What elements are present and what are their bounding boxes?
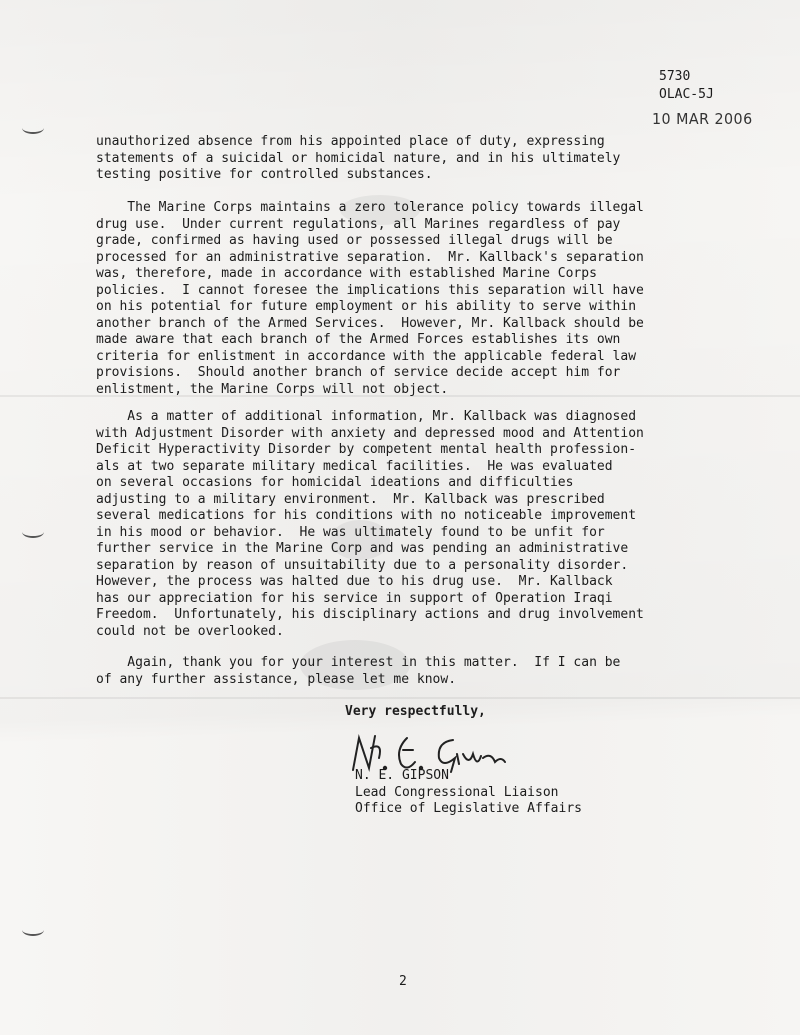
body-paragraph: As a matter of additional information, Mr. Kallback was diagnosed with Adjustment Disorder with anxiety and depressed mood and Attention Deficit Hyperactivity Disorder by competent mental health profession- als at two separate military medical facilities. He was evaluated on several occasions for homicidal ideations and difficulties adjusting to a military environment. Mr. Kallback was prescribed several medications for his conditions with no noticeable improvement in his mood or behavior. He was ultimately found to be unfit for further service in the Marine Corp and was pending an administrative separation by reason of unsuitability due to a personality disorder. However, the process was halted due to his drug use. Mr. Kallback has our appreciation for his service in support of Operation Iraqi Freedom. Unfortunately, his disciplinary actions and drug involvement could not be overlooked. xyxy=(96,409,644,639)
closing-salutation: Very respectfully, xyxy=(345,704,486,719)
signer-title: Lead Congressional Liaison xyxy=(355,784,559,800)
hole-punch-mark xyxy=(22,526,44,538)
hole-punch-mark xyxy=(22,122,44,134)
reference-codes xyxy=(659,68,714,104)
office-code: OLAC-5J xyxy=(659,87,714,102)
body-paragraph: unauthorized absence from his appointed place of duty, expressing statements of a suicidal or homicidal nature, and in his ultimately testing positive for controlled substances. xyxy=(96,134,621,182)
hole-punch-mark xyxy=(22,924,44,936)
paper-fold-line xyxy=(0,697,800,699)
body-paragraph: The Marine Corps maintains a zero tolerance policy towards illegal drug use. Under current regulations, all Marines regardless of pay grade, confirmed as having used or possessed illegal drugs will be processed for an administrative separation. Mr. Kallback's separation was, therefore, made in accordance with established Marine Corps policies. I cannot foresee the implications this separation will have on his potential for future employment or his ability to serve within another branch of the Armed Services. However, Mr. Kallback should be made aware that each branch of the Armed Forces establishes its own criteria for enlistment in accordance with the applicable federal law provisions. Should another branch of service decide accept him for enlistment, the Marine Corps will not object. xyxy=(96,200,644,397)
signer-office: Office of Legislative Affairs xyxy=(355,801,582,816)
signature-block xyxy=(355,768,582,818)
page-number: 2 xyxy=(399,974,407,989)
signer-name: N. E. GIPSON xyxy=(355,768,449,783)
ssic-code: 5730 xyxy=(659,69,691,84)
date-stamp: 10 MAR 2006 xyxy=(652,110,753,128)
body-paragraph: Again, thank you for your interest in this matter. If I can be of any further assistance, please let me know. xyxy=(96,655,621,687)
